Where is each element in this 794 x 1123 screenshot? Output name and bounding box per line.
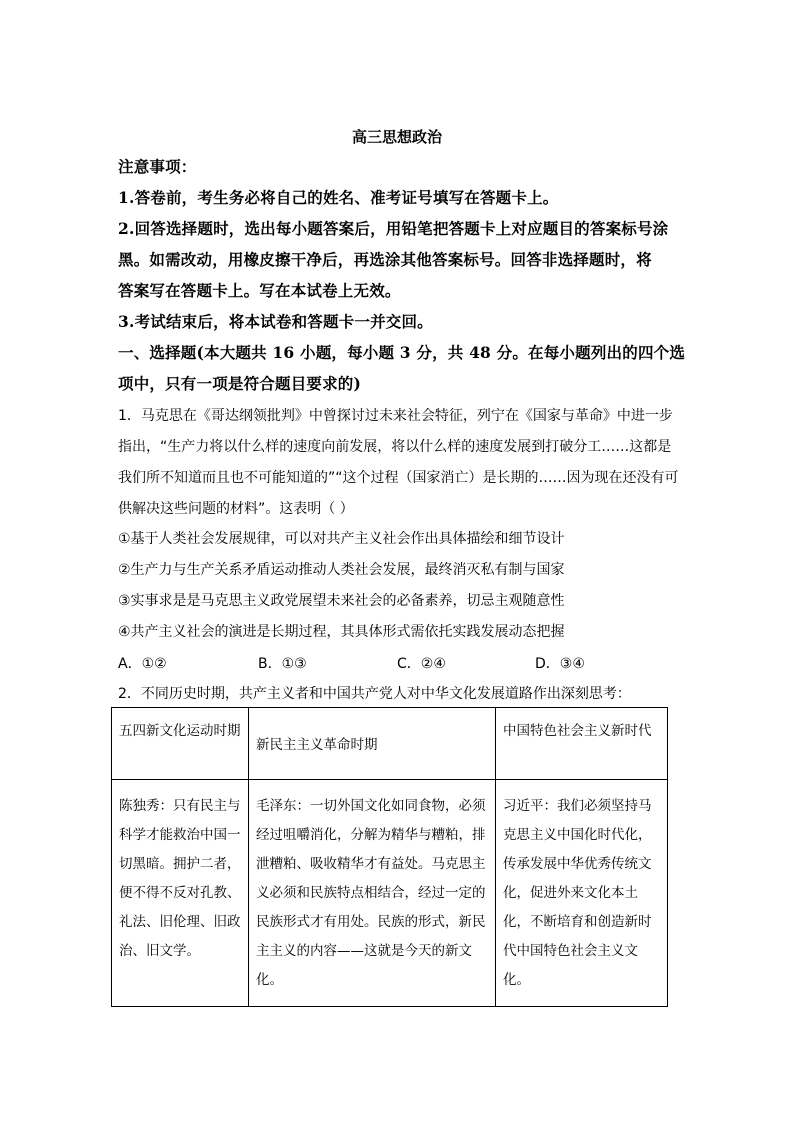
q2-header-period-3: 中国特色社会主义新时代: [496, 708, 668, 780]
q1-stem-line-2: 指出，“生产力将以什么样的速度向前发展，将以什么样的速度发展到打破分工……这都是: [118, 439, 672, 455]
q1-statement-3: ③实事求是是马克思主义政党展望未来社会的必备素养，切忌主观随意性: [118, 593, 565, 609]
section-heading-cont: 项中，只有一项是符合题目要求的): [118, 374, 362, 393]
q1-statement-1: ①基于人类社会发展规律，可以对共产主义社会作出具体描绘和细节设计: [118, 531, 565, 547]
q2-table: [111, 707, 668, 1007]
q1-statement-4: ④共产主义社会的演进是长期过程，其具体形式需依托实践发展动态把握: [118, 624, 565, 640]
q2-stem: 2．不同历史时期，共产主义者和中国共产党人对中华文化发展道路作出深刻思考：: [118, 686, 631, 702]
q1-option-c[interactable]: C．②④: [397, 656, 446, 672]
q2-table-row: [112, 780, 668, 1007]
q2-header-period-2: 新民主主义革命时期: [249, 708, 496, 780]
notice-2: 2.回答选择题时，选出每小题答案后，用铅笔把答题卡上对应题目的答案标号涂: [118, 219, 669, 238]
q2-cell-mao-zedong: 毛泽东：一切外国文化如同食物，必须经过咀嚼消化，分解为精华与糟粕，排泄糟粕、吸收精华才有益处。马克思主义必须和民族特点相结合，经过一定的民族形式才有用处。民族的形式，新民主主义的内容——这就是今天的新文化。: [249, 780, 496, 1007]
section-heading: 一、选择题(本大题共 16 小题，每小题 3 分，共 48 分。在每小题列出的四个选: [118, 343, 686, 362]
q1-statement-2: ②生产力与生产关系矛盾运动推动人类社会发展，最终消灭私有制与国家: [118, 562, 565, 578]
q1-option-a[interactable]: A．①②: [118, 656, 167, 672]
notice-2-end: 答案写在答题卡上。写在本试卷上无效。: [118, 281, 401, 300]
q1-stem-line-3: 我们所不知道而且也不可能知道的”“这个过程（国家消亡）是长期的……因为现在还没有可: [118, 470, 679, 486]
q1-option-b[interactable]: B．①③: [258, 656, 307, 672]
notice-3: 3.考试结束后，将本试卷和答题卡一并交回。: [118, 312, 433, 331]
notice-heading: 注意事项：: [118, 157, 197, 176]
q2-table-header-row: [112, 708, 668, 780]
q2-cell-xi-jinping: 习近平：我们必须坚持马克思主义中国化时代化，传承发展中华优秀传统文化，促进外来文化本土化，不断培育和创造新时代中国特色社会主义文化。: [496, 780, 668, 1007]
notice-1: 1.答卷前，考生务必将自己的姓名、准考证号填写在答题卡上。: [118, 188, 559, 207]
notice-2-cont: 黑。如需改动，用橡皮擦干净后，再选涂其他答案标号。回答非选择题时，将: [118, 250, 652, 269]
q2-cell-chen-duxiu: 陈独秀：只有民主与科学才能救治中国一切黑暗。拥护二者，便不得不反对孔教、礼法、旧伦理、旧政治、旧文学。: [112, 780, 249, 1007]
q2-header-period-1: 五四新文化运动时期: [112, 708, 249, 780]
q1-stem-line-1: 1．马克思在《哥达纲领批判》中曾探讨过未来社会特征，列宁在《国家与革命》中进一步: [118, 408, 673, 424]
q1-options: [118, 653, 678, 673]
q1-stem-line-4: 供解决这些问题的材料”。这表明（ ）: [118, 501, 354, 517]
page-title: 高三思想政治: [351, 128, 442, 146]
q1-option-d[interactable]: D．③④: [535, 656, 585, 672]
